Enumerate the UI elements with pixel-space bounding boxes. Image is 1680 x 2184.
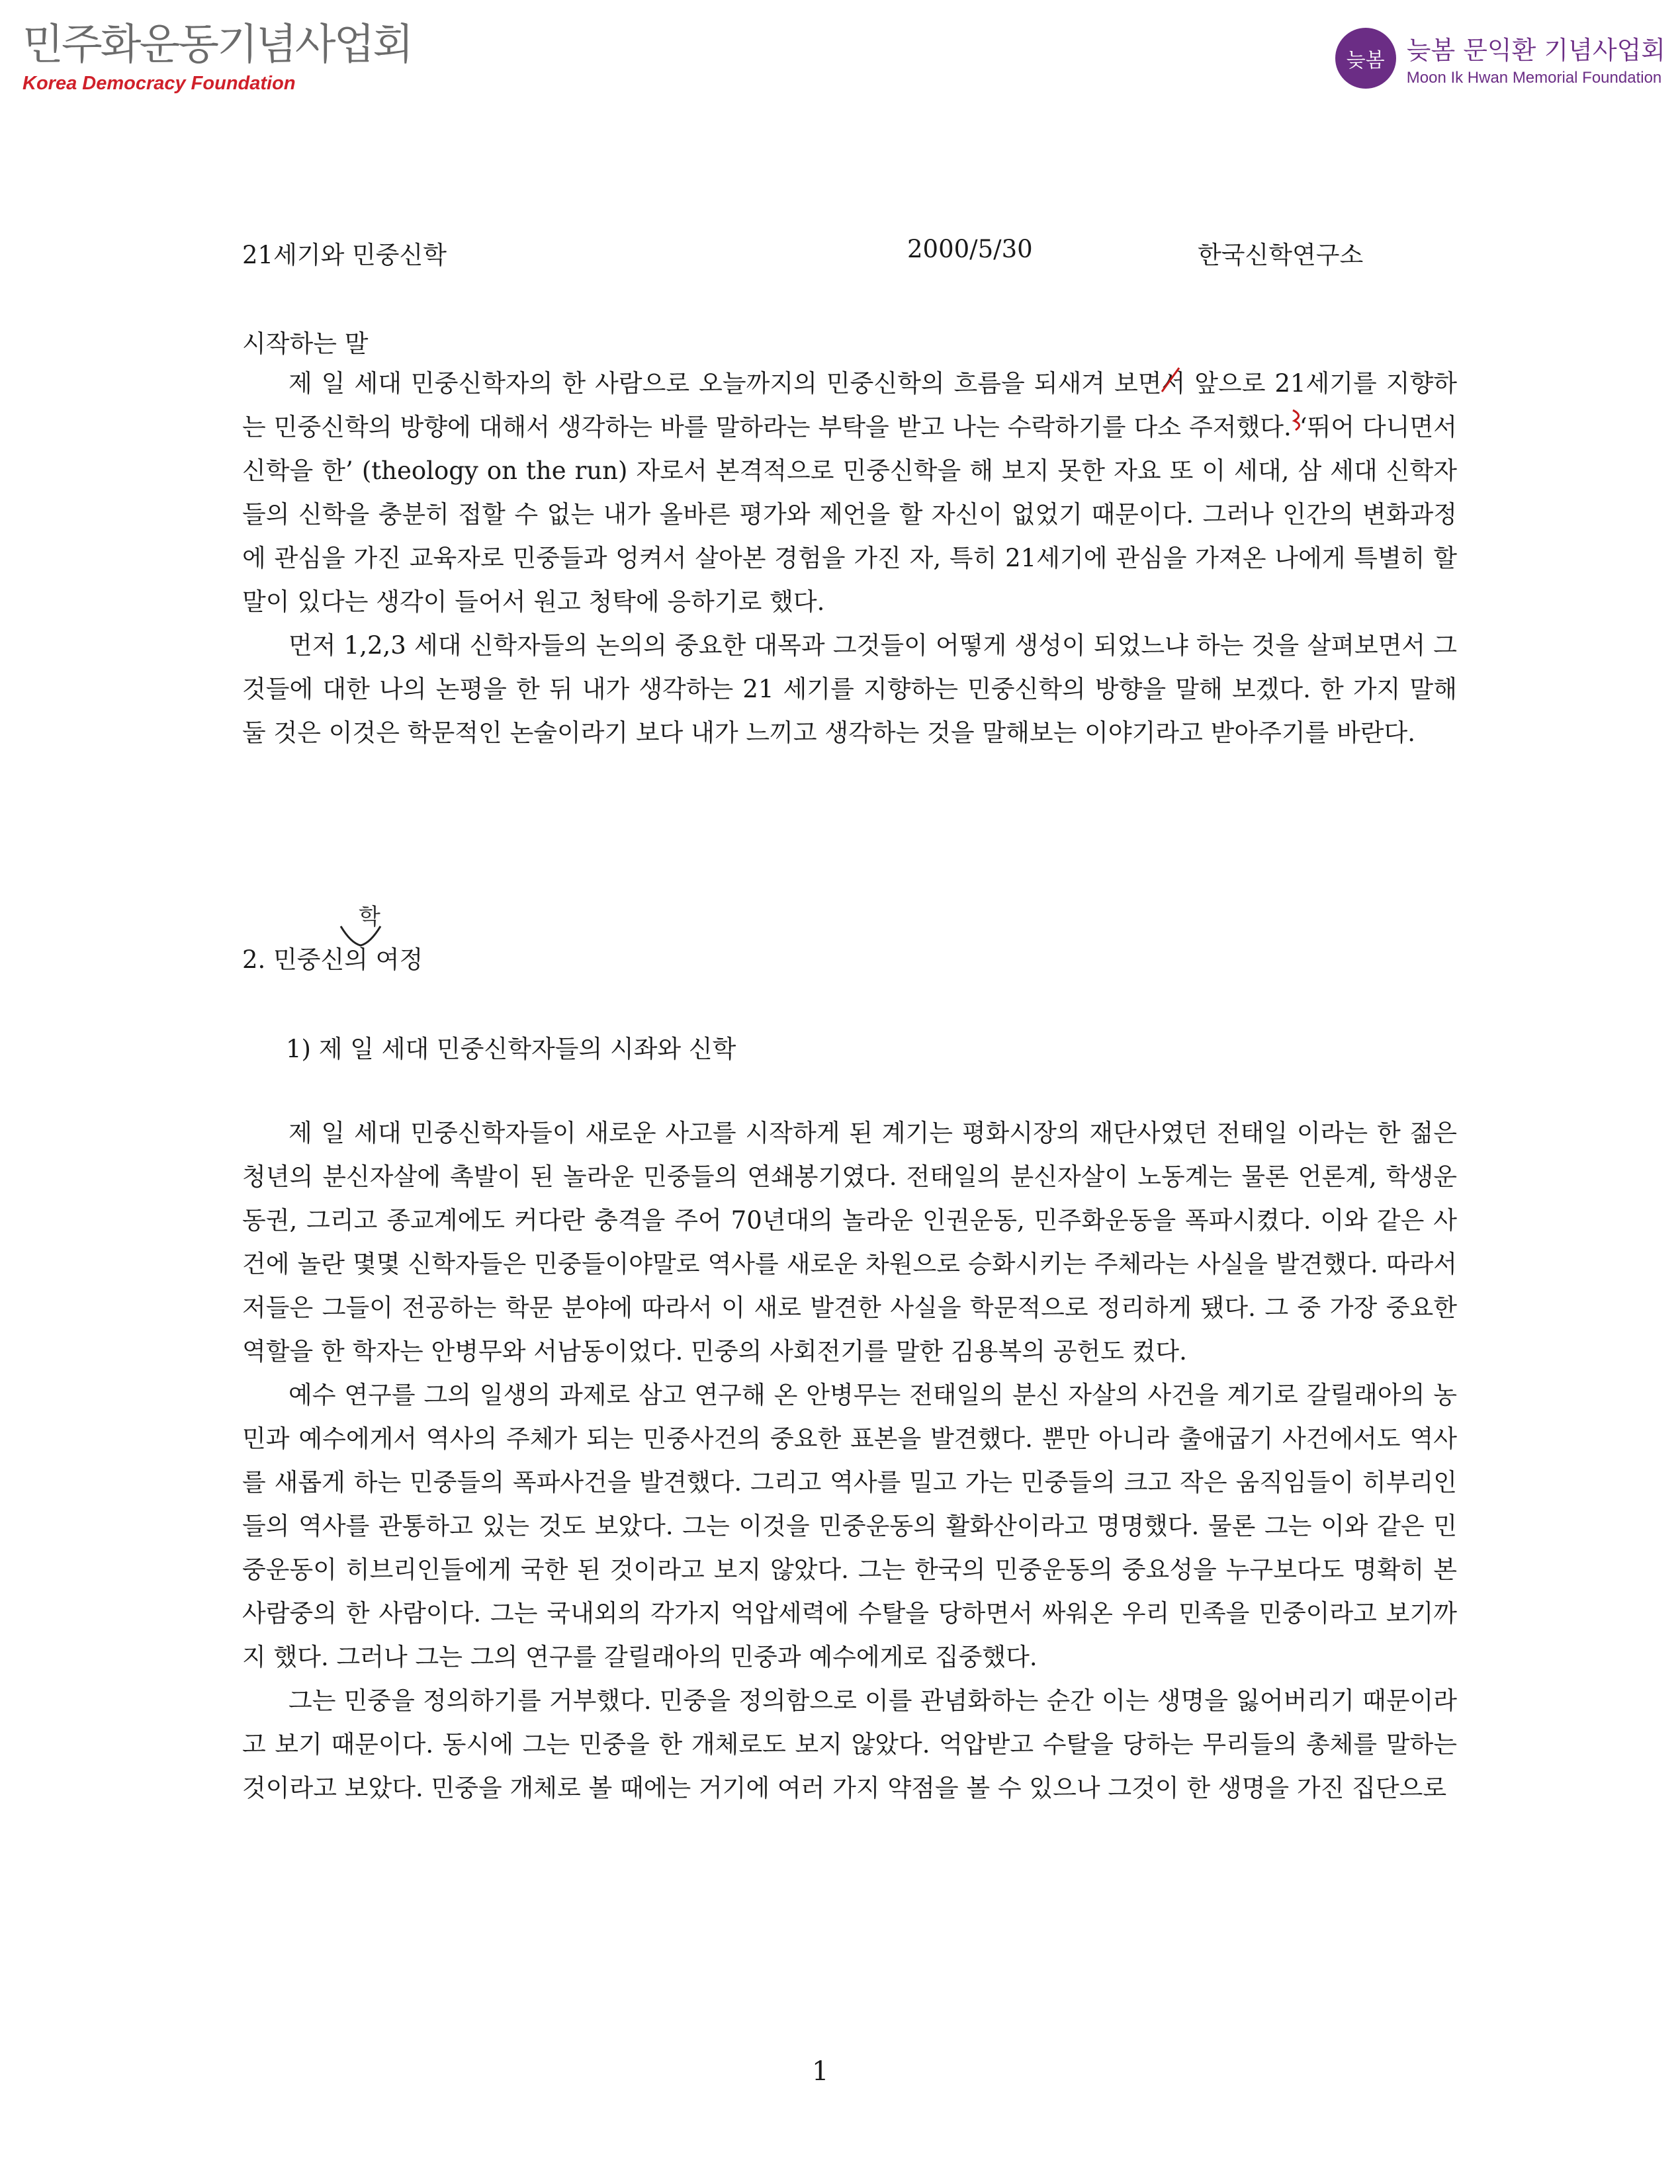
neutbom-seal-icon: 늦봄 [1335,28,1396,89]
paragraph: 그는 민중을 정의하기를 거부했다. 민중을 정의함으로 이를 관념화하는 순간 이는 생명을 잃어버리기 때문이라고 보기 때문이다. 동시에 그는 민중을 한 개체로도 보지 않았다. 억압받고 수탈을 당하는 무리들의 총체를 말하는 것이라고 보았다. 민중을 개체로 볼 때에는 거기에 여러 가지 약점을 볼 수 있으나 그것이 한 생명을 가진 집단으로 [242,1686,1457,1802]
kdf-logo-english: Korea Democracy Foundation [22,73,296,94]
red-strike-mark-icon [1157,364,1183,397]
document-institute: 한국신학연구소 [1198,241,1364,269]
document-date: 2000/5/30 [907,235,1033,263]
subsection-heading: 1) 제 일 세대 민중신학자들의 시좌와 신학 [286,1035,736,1063]
handwritten-correction: 학 [359,904,380,930]
kdf-logo [22,21,412,95]
document-title: 21세기와 민중신학 [242,241,447,269]
insertion-caret-icon [337,923,384,949]
moon-ik-hwan-logo [1335,28,1665,89]
moon-logo-korean: 늦봄 문익환 기념사업회 [1406,35,1665,65]
subsection-body [242,1112,1457,1810]
paragraph: 제 일 세대 민중신학자의 한 사람으로 오늘까지의 민중신학의 흐름을 되새겨 보면서 앞으로 21세기를 지향하는 민중신학의 방향에 대해서 생각하는 바를 말하라는 부탁을 받고 나는 수락하기를 다소 주저했다. ‘뛰어 다니면서 신학을 한’ (theology on the run) 자로서 본격적으로 민중신학을 해 보지 못한 자요 또 이 세대, 삼 세대 신학자들의 신학을 충분히 접할 수 없는 내가 올바른 평가와 제언을 할 자신이 없었기 때문이다. 그러나 인간의 변화과정에 관심을 가진 교육자로 민중들과 엉켜서 살아본 경험을 가진 자, 특히 21세기에 관심을 가져온 나에게 특별히 할 말이 있다는 생각이 들어서 원고 청탁에 응하기로 했다. [242,369,1457,616]
paragraph: 제 일 세대 민중신학자들이 새로운 사고를 시작하게 된 계기는 평화시장의 재단사였던 전태일 이라는 한 젊은 청년의 분신자살에 촉발이 된 놀라운 민중들의 연쇄봉기였다. 전태일의 분신자살이 노동계는 물론 언론계, 학생운동권, 그리고 종교계에도 커다란 충격을 주어 70년대의 놀라운 인권운동, 민주화운동을 폭파시켰다. 이와 같은 사건에 놀란 몇몇 신학자들은 민중들이야말로 역사를 새로운 차원으로 승화시키는 주체라는 사실을 발견했다. 따라서 저들은 그들이 전공하는 학문 분야에 따라서 이 새로 발견한 사실을 학문적으로 정리하게 됐다. 그 중 가장 중요한 역할을 한 학자는 안병무와 서남동이었다. 민중의 사회전기를 말한 김용복의 공헌도 컸다. [242,1119,1457,1366]
intro-heading: 시작하는 말 [242,329,369,358]
kdf-logo-korean: 민주화운동기념사업회 [22,21,412,69]
moon-logo-english: Moon Ik Hwan Memorial Foundation [1406,68,1662,87]
paragraph: 먼저 1,2,3 세대 신학자들의 논의의 중요한 대목과 그것들이 어떻게 생성이 되었느냐 하는 것을 살펴보면서 그것들에 대한 나의 논평을 한 뒤 내가 생각하는 21 세기를 지향하는 민중신학의 방향을 말해 보겠다. 한 가지 말해 둘 것은 이것은 학문적인 논술이라기 보다 내가 느끼고 생각하는 것을 말해보는 이야기라고 받아주기를 바란다. [242,631,1457,747]
section2-heading: 2. 민중신의 여정 [242,945,423,974]
paragraph: 예수 연구를 그의 일생의 과제로 삼고 연구해 온 안병무는 전태일의 분신 자살의 사건을 계기로 갈릴래아의 농민과 예수에게서 역사의 주체가 되는 민중사건의 중요한 표본을 발견했다. 뿐만 아니라 출애굽기 사건에서도 역사를 새롭게 하는 민중들의 폭파사건을 발견했다. 그리고 역사를 밀고 가는 민중들의 크고 작은 움직임들이 히부리인들의 역사를 관통하고 있는 것도 보았다. 그는 이것을 민중운동의 활화산이라고 명명했다. 물론 그는 이와 같은 민중운동이 히브리인들에게 국한 된 것이라고 보지 않았다. 그는 한국의 민중운동의 중요성을 누구보다도 명확히 본 사람중의 한 사람이다. 그는 국내외의 각가지 억압세력에 수탈을 당하면서 싸워온 우리 민족을 민중이라고 보기까지 했다. 그러나 그는 그의 연구를 갈릴래아의 민중과 예수에게로 집중했다. [242,1381,1457,1671]
page-number: 1 [812,2056,829,2087]
red-edit-mark-icon [1289,406,1309,433]
intro-body [242,362,1457,755]
